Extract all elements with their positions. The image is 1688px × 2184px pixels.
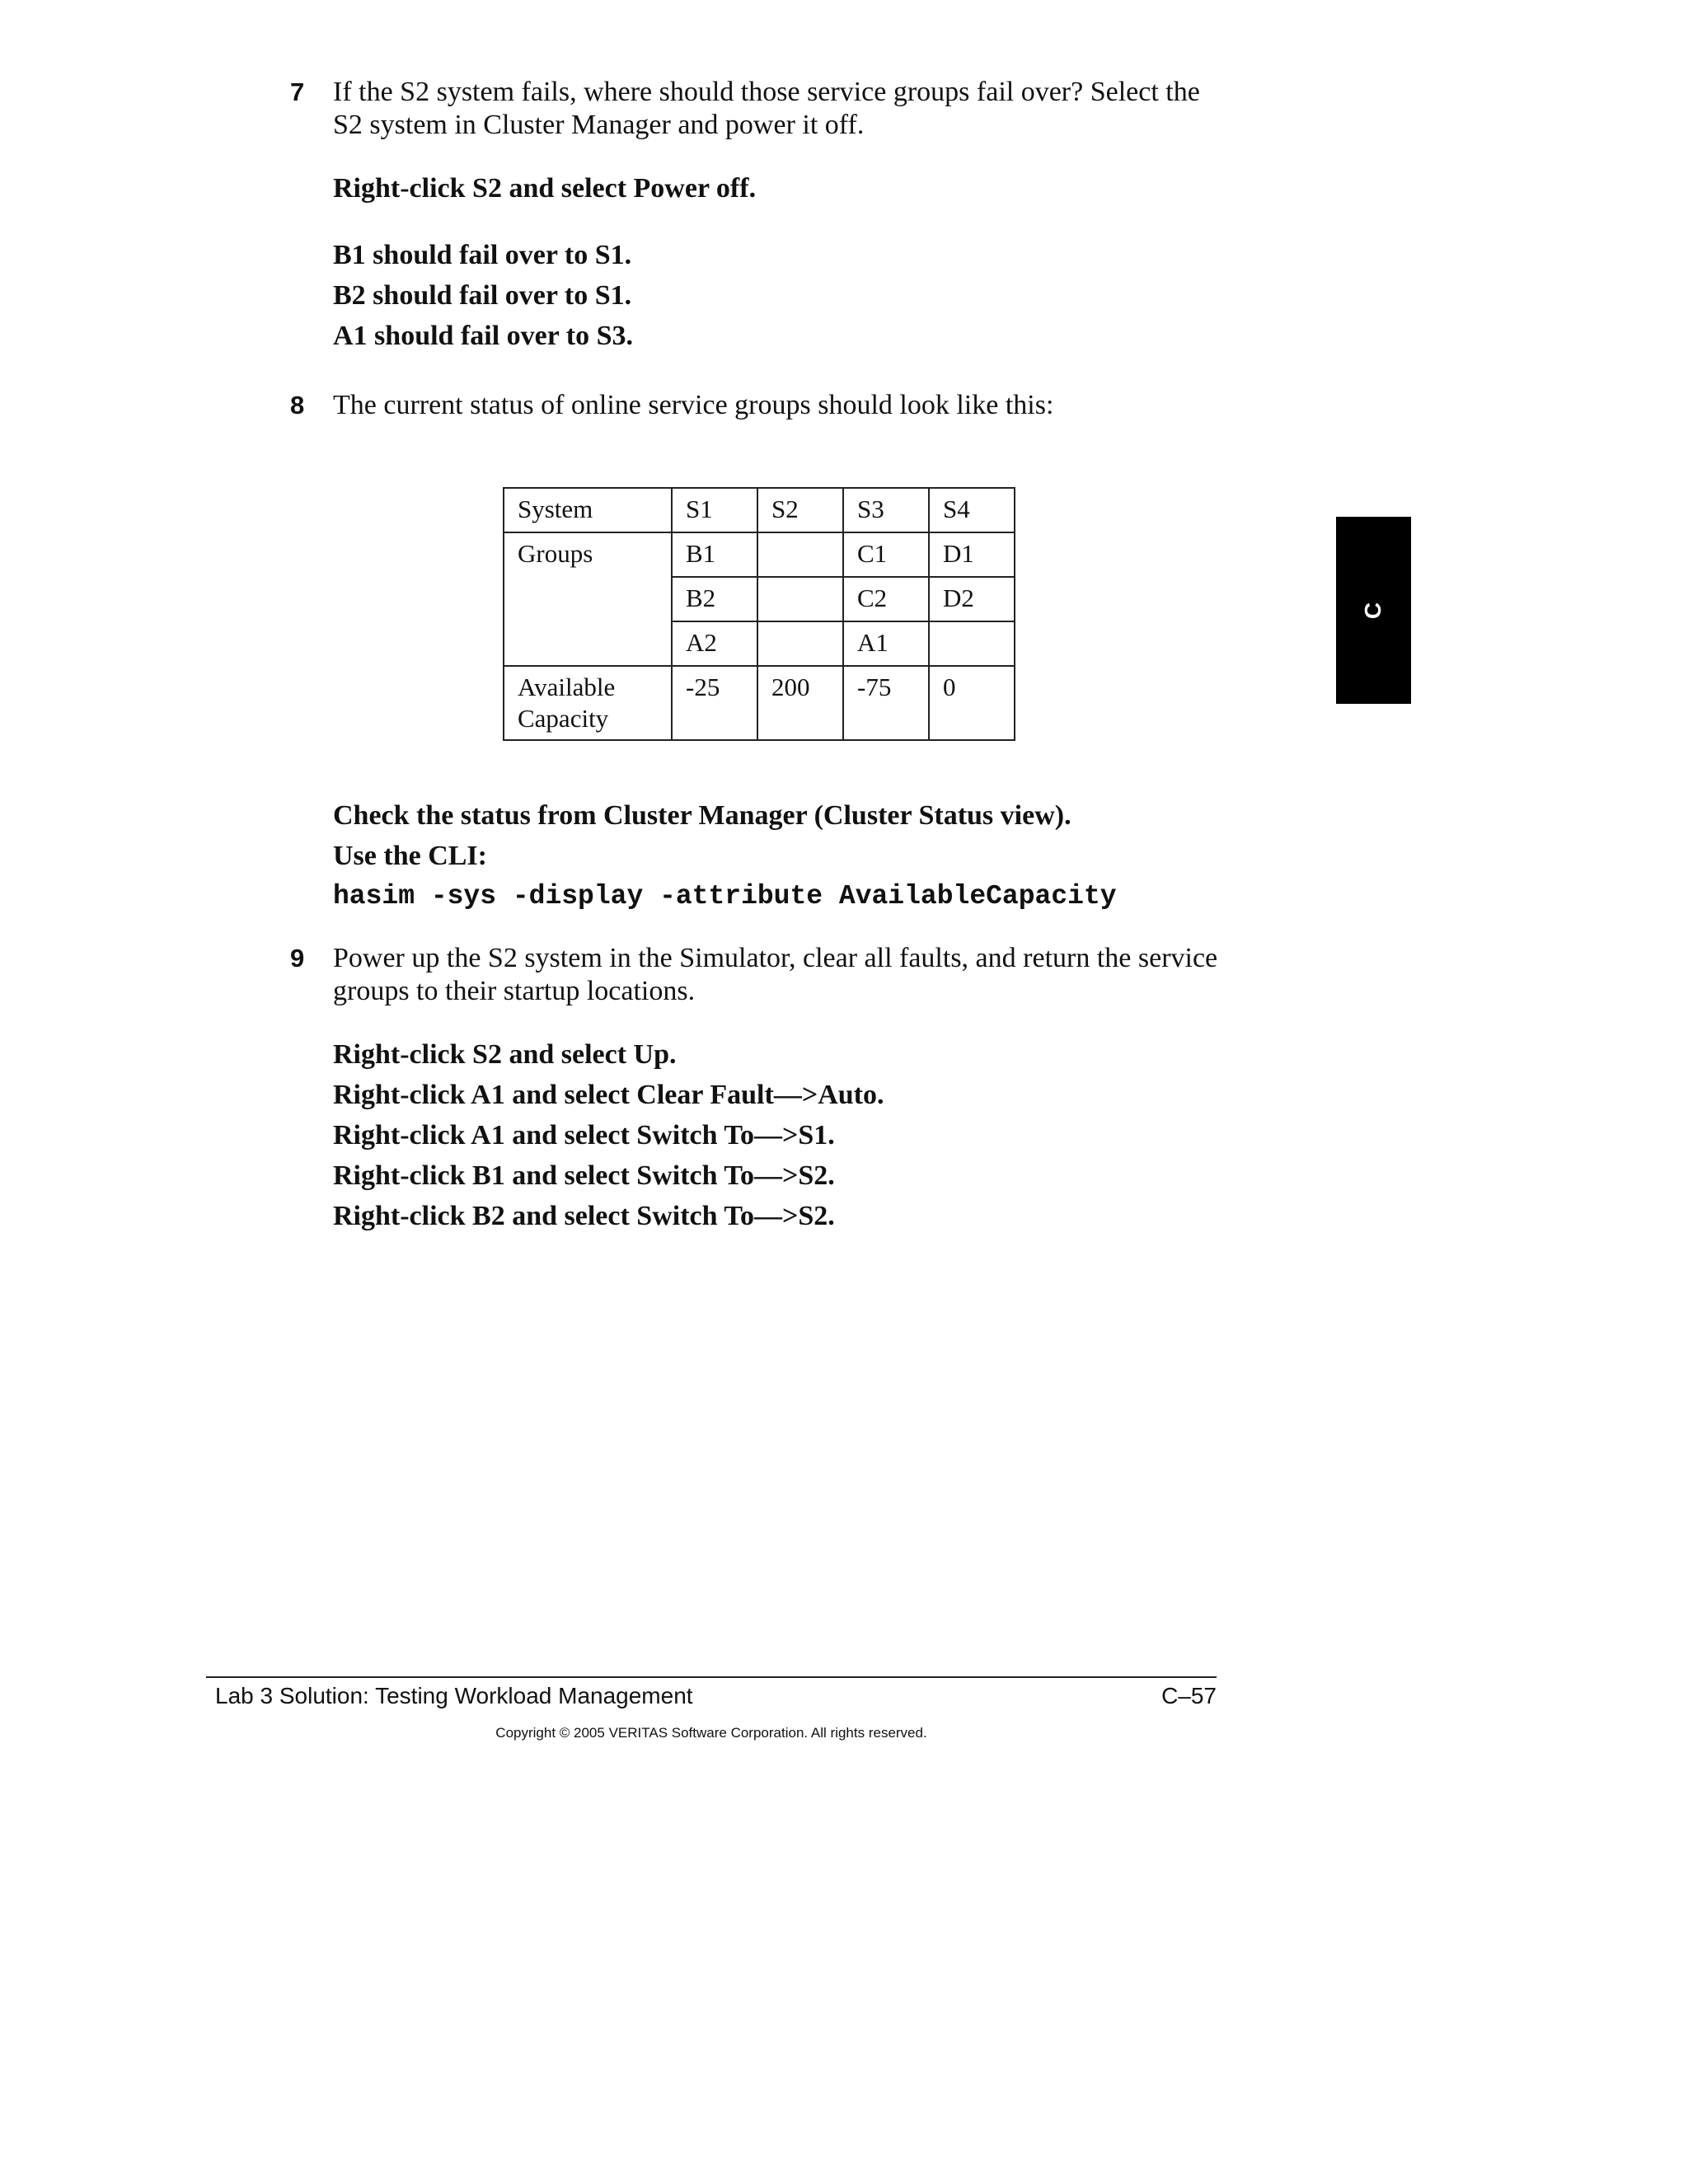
answer-line: Right-click S2 and select Power off. bbox=[333, 173, 757, 204]
table-cell: B2 bbox=[672, 577, 757, 621]
table-cell bbox=[929, 621, 1015, 666]
step-number: 7 bbox=[290, 77, 305, 106]
table-cell: -25 bbox=[672, 666, 757, 740]
footer-rule bbox=[206, 1676, 1217, 1678]
step-7 bbox=[290, 76, 1246, 356]
table-cell: C2 bbox=[843, 577, 929, 621]
table-cell: B1 bbox=[672, 532, 757, 577]
table-cell: A1 bbox=[843, 621, 929, 666]
instruction-line: S2 system in Cluster Manager and power it off. bbox=[333, 110, 865, 140]
cli-command: hasim -sys -display -attribute AvailableCapacity bbox=[333, 881, 1117, 912]
appendix-letter: C bbox=[1360, 602, 1386, 619]
table-row bbox=[504, 532, 1015, 577]
table-row bbox=[504, 488, 1015, 532]
step-8 bbox=[290, 389, 1246, 422]
answer-line: B1 should fail over to S1. bbox=[333, 240, 632, 270]
table-cell: 200 bbox=[757, 666, 843, 740]
instruction-line: Power up the S2 system in the Simulator, clear all faults, and return the service bbox=[333, 943, 1218, 973]
table-cell bbox=[504, 666, 672, 740]
table-cell: S4 bbox=[929, 488, 1015, 532]
table-cell: D1 bbox=[929, 532, 1015, 577]
capacity-label-line: Available bbox=[518, 673, 616, 701]
table-cell: System bbox=[504, 488, 672, 532]
answer-line: Use the CLI: bbox=[333, 841, 487, 871]
table-cell bbox=[757, 577, 843, 621]
table-cell: -75 bbox=[843, 666, 929, 740]
table-cell: S3 bbox=[843, 488, 929, 532]
table-cell bbox=[757, 621, 843, 666]
table-cell: 0 bbox=[929, 666, 1015, 740]
answer-line: Check the status from Cluster Manager (Cluster Status view). bbox=[333, 800, 1071, 831]
step-body bbox=[333, 795, 1246, 916]
step-8-answers bbox=[290, 795, 1246, 916]
answer-line: B2 should fail over to S1. bbox=[333, 280, 632, 311]
step-body bbox=[333, 76, 1246, 356]
copyright-notice: Copyright © 2005 VERITAS Software Corporation. All rights reserved. bbox=[495, 1725, 927, 1741]
table-cell: A2 bbox=[672, 621, 757, 666]
instruction-line: groups to their startup locations. bbox=[333, 976, 696, 1006]
table-cell: C1 bbox=[843, 532, 929, 577]
instruction-line: The current status of online service groups should look like this: bbox=[333, 390, 1054, 420]
table-cell bbox=[757, 532, 843, 577]
table-cell: Groups bbox=[504, 532, 672, 666]
answer-line: A1 should fail over to S3. bbox=[333, 321, 633, 351]
table-cell: S1 bbox=[672, 488, 757, 532]
step-9 bbox=[290, 942, 1246, 1236]
footer-title: Lab 3 Solution: Testing Workload Management bbox=[215, 1683, 693, 1708]
table-cell: S2 bbox=[757, 488, 843, 532]
answer-line: Right-click S2 and select Up. bbox=[333, 1039, 677, 1070]
answer-line: Right-click B1 and select Switch To—>S2. bbox=[333, 1160, 835, 1191]
table-row bbox=[504, 666, 1015, 740]
step-body bbox=[333, 942, 1246, 1236]
instruction-line: If the S2 system fails, where should those service groups fail over? Select the bbox=[333, 77, 1200, 107]
answer-line: Right-click B2 and select Switch To—>S2. bbox=[333, 1201, 835, 1231]
page-number: C–57 bbox=[1161, 1683, 1217, 1708]
answer-line: Right-click A1 and select Clear Fault—>Auto. bbox=[333, 1080, 884, 1110]
appendix-tab bbox=[1336, 517, 1411, 704]
status-table bbox=[503, 487, 1015, 741]
table-cell: D2 bbox=[929, 577, 1015, 621]
step-body bbox=[333, 389, 1246, 422]
appendix-tab-letter bbox=[1336, 517, 1411, 704]
answer-line: Right-click A1 and select Switch To—>S1. bbox=[333, 1120, 835, 1151]
capacity-label-line: Capacity bbox=[518, 704, 609, 733]
step-number: 9 bbox=[290, 944, 305, 972]
step-number: 8 bbox=[290, 391, 305, 419]
